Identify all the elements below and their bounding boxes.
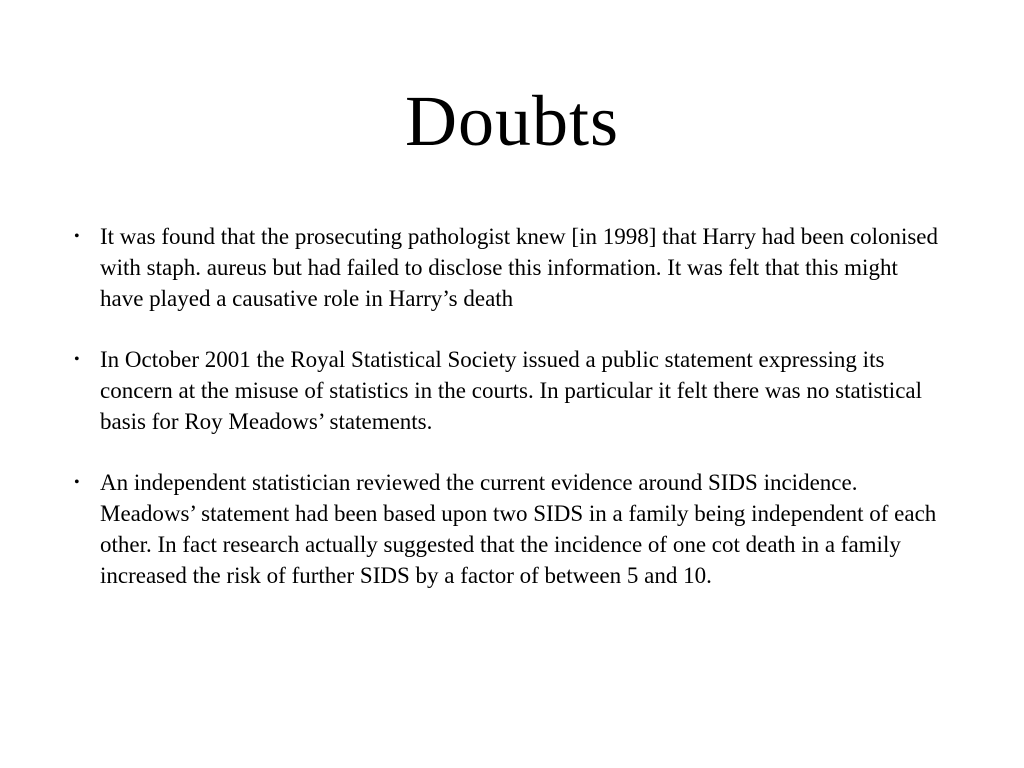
bullet-text: In October 2001 the Royal Statistical Society issued a public statement expressing its concern at the misuse of statistics in the courts. In particular it felt there was no statistical basis for Roy Meadows’ statements. [100, 347, 923, 434]
bullet-icon: • [74, 351, 80, 368]
bullet-item-pathologist [74, 221, 944, 314]
bullet-text: An independent statistician reviewed the current evidence around SIDS incidence. Meadows’ statement had been based upon two SIDS in a family being independent of each other. In fact research actually suggested that the incidence of one cot death in a family increased the risk of further SIDS by a factor of between 5 and 10. [100, 470, 937, 588]
bullet-item-royal-statistical-society [74, 344, 944, 437]
bullet-item-independent-statistician [74, 467, 944, 591]
bullet-text: It was found that the prosecuting pathologist knew [in 1998] that Harry had been colonised with staph. aureus but had failed to disclose this information. It was felt that this might have played a causative role in Harry’s death [100, 224, 939, 311]
bullet-list [74, 221, 944, 591]
slide-title: Doubts [404, 81, 620, 161]
bullet-icon: • [74, 228, 80, 245]
bullet-icon: • [74, 474, 80, 491]
